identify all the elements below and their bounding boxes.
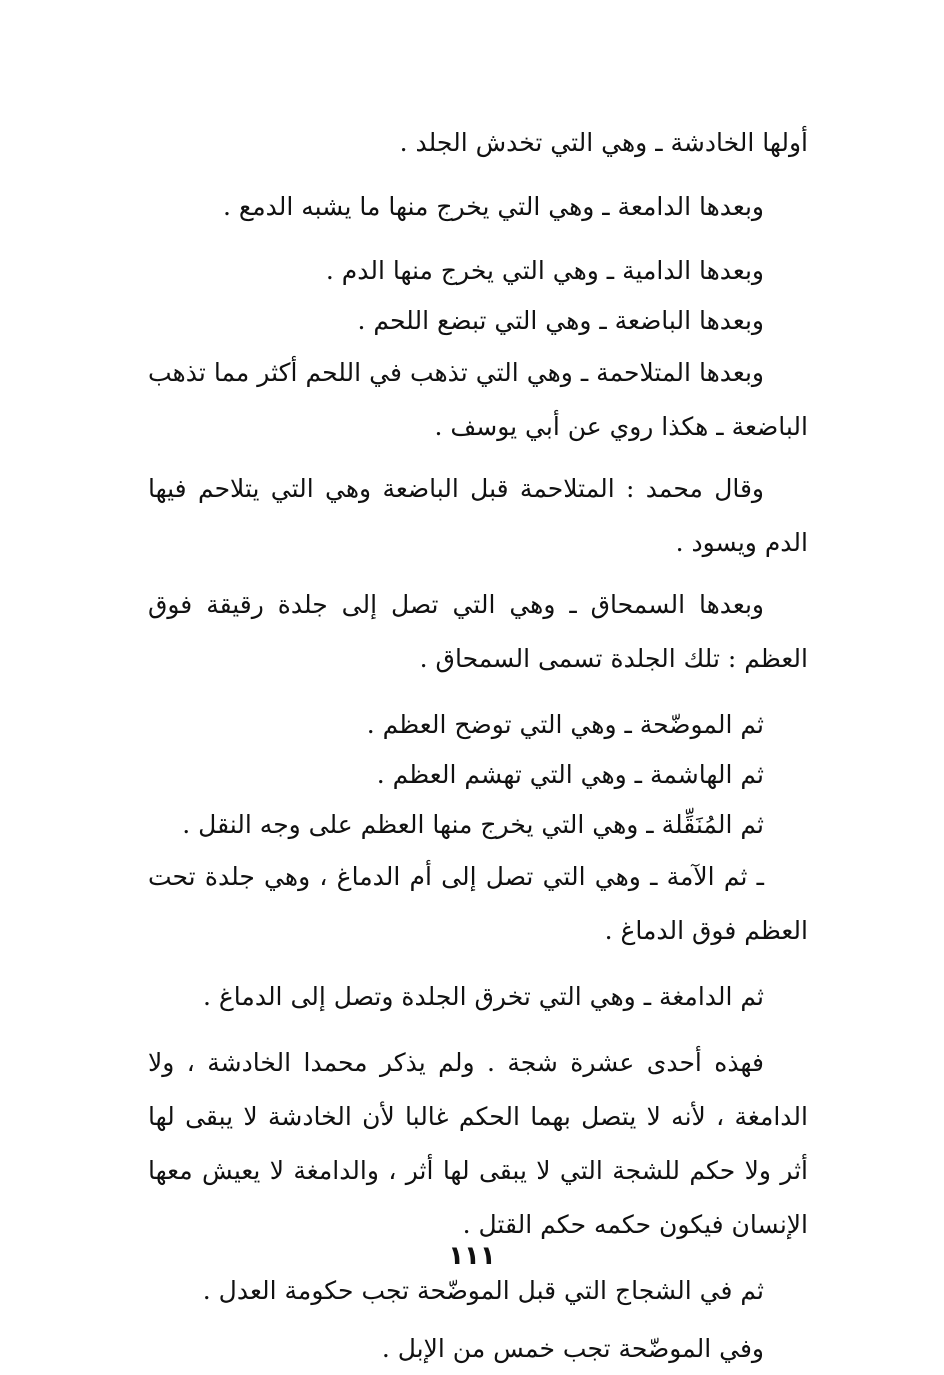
paragraph-muhammad-opinion: وقال محمد : المتلاحمة قبل الباضعة وهي التي يتلاحم فيها الدم ويسود . <box>148 474 808 557</box>
paragraph-five-camels: وفي الموضّحة تجب خمس من الإبل . <box>381 1334 764 1363</box>
page-number: ١١١ <box>448 1241 496 1271</box>
paragraph-damiya-blood: وبعدها الدامية ـ وهي التي يخرج منها الدم . <box>325 256 764 285</box>
paragraph-amma: ـ ثم الآمة ـ وهي التي تصل إلى أم الدماغ ، وهي جلدة تحت العظم فوق الدماغ . <box>148 862 808 945</box>
paragraph-munaqqila: ثم المُنَقِّلة ـ وهي التي يخرج منها العظم على وجه النقل . <box>182 810 764 839</box>
paragraph-hashima: ثم الهاشمة ـ وهي التي تهشم العظم . <box>376 760 764 789</box>
paragraph-mutalahima: وبعدها المتلاحمة ـ وهي التي تذهب في اللحم أكثر مما تذهب الباضعة ـ هكذا روي عن أبي يوسف . <box>148 358 808 441</box>
paragraph-badia: وبعدها الباضعة ـ وهي التي تبضع اللحم . <box>357 306 764 335</box>
paragraph-hukumat-adl: ثم في الشجاج التي قبل الموضّحة تجب حكومة العدل . <box>202 1276 764 1305</box>
paragraph-damigha: ثم الدامغة ـ وهي التي تخرق الجلدة وتصل إلى الدماغ . <box>203 982 764 1011</box>
paragraph-simhaq: وبعدها السمحاق ـ وهي التي تصل إلى جلدة رقيقة فوق العظم : تلك الجلدة تسمى السمحاق . <box>148 590 808 673</box>
paragraph-khadisha: أولها الخادشة ـ وهي التي تخدش الجلد . <box>399 128 808 157</box>
paragraph-summary: فهذه أحدى عشرة شجة . ولم يذكر محمدا الخادشة ، ولا الدامغة ، لأنه لا يتصل بهما الحكم غالبا لأن الخادشة لا يبقى لها أثر ولا حكم للشجة التي لا يبقى لها أثر ، والدامغة لا يعيش معها الإنسان فيكون حكمه حكم القتل . <box>148 1048 808 1239</box>
paragraph-damia-tears: وبعدها الدامعة ـ وهي التي يخرج منها ما يشبه الدمع . <box>223 192 764 221</box>
body-text <box>148 118 808 1374</box>
paragraph-mudiha: ثم الموضّحة ـ وهي التي توضح العظم . <box>366 710 764 739</box>
